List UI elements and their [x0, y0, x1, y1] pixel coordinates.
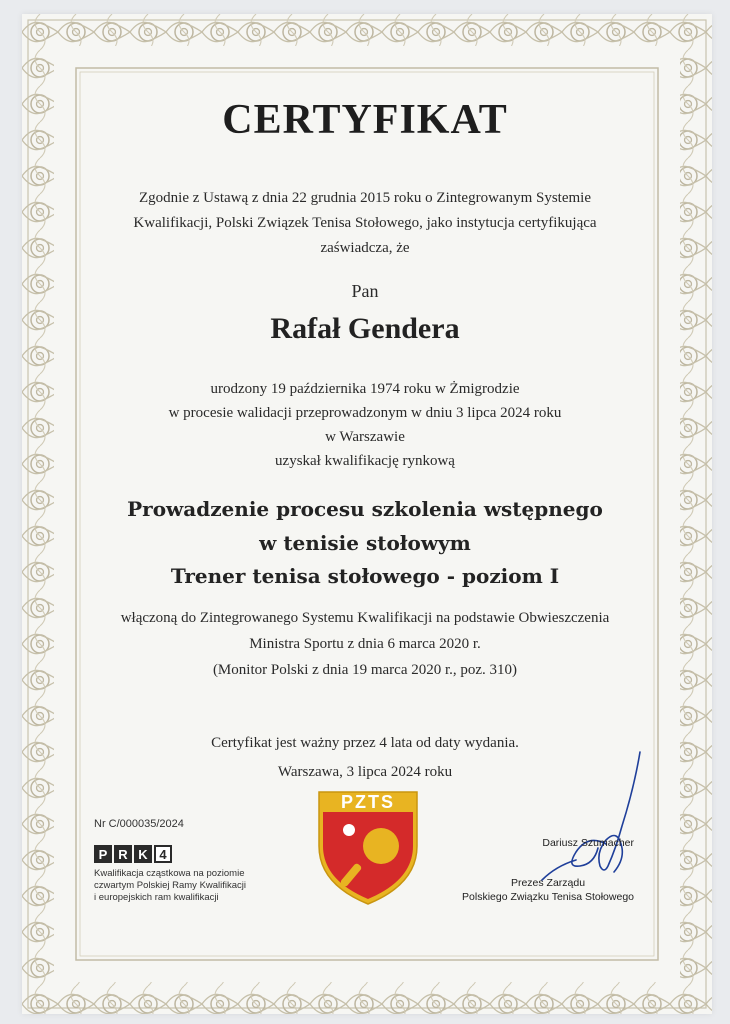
- qualification-title: Trener tenisa stołowego - poziom I: [170, 564, 560, 588]
- qualification-name: [0, 492, 730, 560]
- salutation: Pan: [351, 281, 379, 301]
- validity-statement: Certyfikat jest ważny przez 4 lata od daty wydania.: [211, 735, 519, 751]
- signatory-role-line: Polskiego Związku Tenisa Stołowego: [462, 891, 634, 903]
- prk-level: 4: [154, 845, 172, 863]
- intro-line: Kwalifikacji, Polski Związek Tenisa Stołowego, jako instytucja certyfikująca: [133, 215, 597, 231]
- prk-letter: R: [114, 845, 132, 863]
- details-line: w procesie walidacji przeprowadzonym w dniu 3 lipca 2024 roku: [168, 405, 562, 421]
- prk-letter: K: [134, 845, 152, 863]
- intro-line: zaświadcza, że: [320, 240, 410, 256]
- details-line: urodzony 19 października 1974 roku w Żmigrodzie: [210, 381, 520, 397]
- signatory-role: [462, 876, 634, 904]
- prk-description: [94, 868, 246, 904]
- intro-line: Zgodnie z Ustawą z dnia 22 grudnia 2015 roku o Zintegrowanym Systemie: [139, 190, 591, 206]
- details-line: w Warszawie: [325, 429, 405, 445]
- prk-letter: P: [94, 845, 112, 863]
- qualification-line: Prowadzenie procesu szkolenia wstępnego: [127, 497, 603, 521]
- qualification-line: w tenisie stołowym: [259, 531, 471, 555]
- pzts-logo: [315, 788, 421, 908]
- certificate-number: Nr C/000035/2024: [94, 818, 184, 830]
- prk-description-line: i europejskich ram kwalifikacji: [94, 892, 219, 903]
- details-line: uzyskał kwalifikację rynkową: [275, 453, 455, 469]
- signatory-name: Dariusz Szumacher: [542, 837, 634, 849]
- prk-badge: [94, 845, 172, 863]
- place-date: Warszawa, 3 lipca 2024 roku: [277, 764, 453, 780]
- inclusion-line: włączoną do Zintegrowanego Systemu Kwalifikacji na podstawie Obwieszczenia: [120, 610, 610, 626]
- details-paragraph: [0, 377, 730, 473]
- certificate-title: CERTYFIKAT: [222, 97, 508, 143]
- prk-description-line: Kwalifikacja cząstkowa na poziomie: [94, 868, 245, 879]
- inclusion-line: (Monitor Polski z dnia 19 marca 2020 r., poz. 310): [212, 662, 518, 678]
- intro-paragraph: [0, 186, 730, 261]
- prk-description-line: czwartym Polskiej Ramy Kwalifikacji: [94, 880, 247, 891]
- inclusion-paragraph: [0, 605, 730, 683]
- signatory-block: [462, 836, 634, 904]
- inclusion-line: Ministra Sportu z dnia 6 marca 2020 r.: [249, 636, 481, 652]
- recipient-name: Rafał Gendera: [270, 312, 460, 345]
- signatory-role-line: Prezes Zarządu: [510, 877, 586, 889]
- logo-text: PZTS: [340, 792, 396, 812]
